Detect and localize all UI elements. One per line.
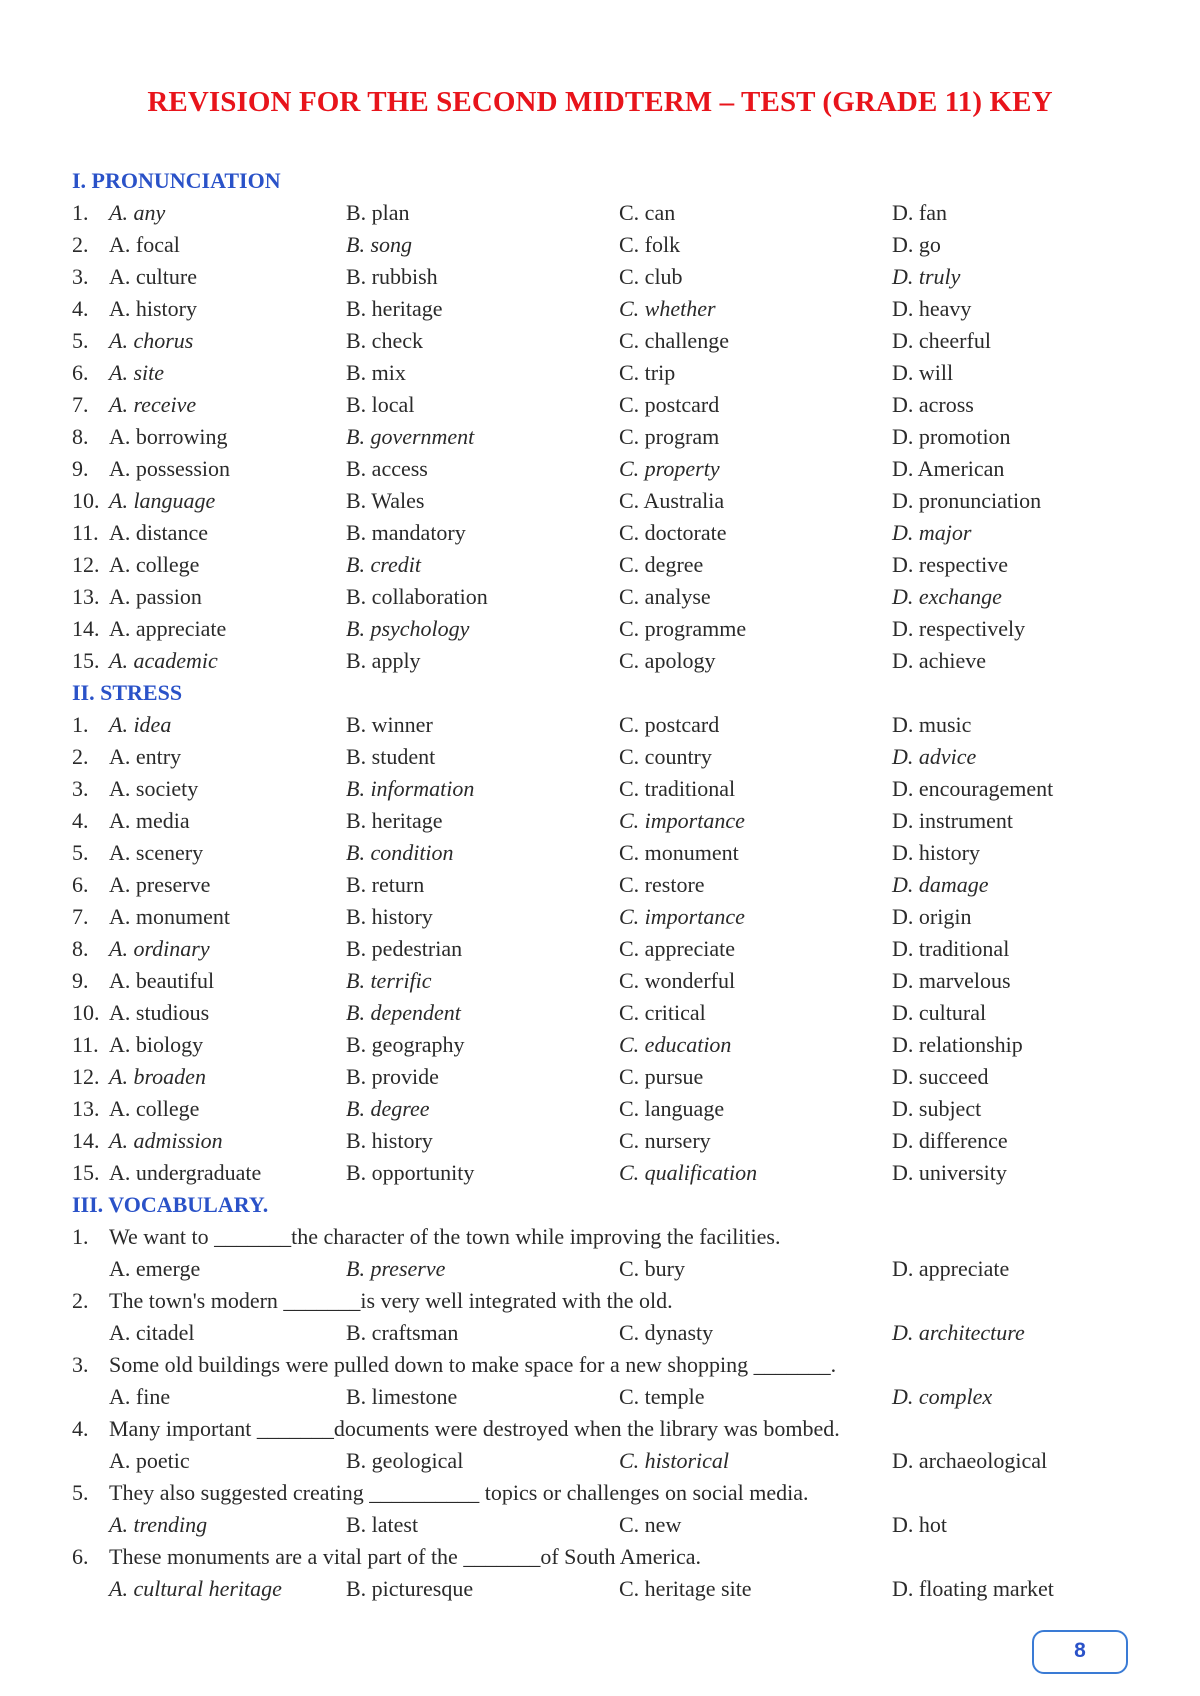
option-c: C. folk <box>619 232 681 257</box>
option-a: A. culture <box>109 264 197 289</box>
option-c: C. language <box>619 1096 725 1121</box>
option-d: D. succeed <box>892 1064 989 1089</box>
question-number: 15. <box>72 648 100 673</box>
question-row <box>72 1477 1132 1509</box>
option-d: D. relationship <box>892 1032 1023 1057</box>
question-row <box>72 965 1132 997</box>
option-d: D. university <box>892 1160 1007 1185</box>
option-c: C. wonderful <box>619 968 736 993</box>
question-number: 4. <box>72 296 89 321</box>
question-row <box>72 1125 1132 1157</box>
option-b: B. rubbish <box>346 264 438 289</box>
option-d: D. fan <box>892 200 947 225</box>
question-number: 7. <box>72 904 89 929</box>
answer-key-content <box>72 165 1132 1605</box>
option-c: C. Australia <box>619 488 725 513</box>
question-row <box>72 1061 1132 1093</box>
question-row <box>72 549 1132 581</box>
option-c: C. trip <box>619 360 676 385</box>
option-d: D. truly <box>892 264 961 289</box>
section-heading-pronunciation: I. PRONUNCIATION <box>72 168 281 193</box>
option-b: B. song <box>346 232 412 257</box>
question-row <box>72 645 1132 677</box>
option-a: A. appreciate <box>109 616 227 641</box>
option-a: A. beautiful <box>109 968 215 993</box>
option-d: D. history <box>892 840 980 865</box>
option-b: B. heritage <box>346 296 443 321</box>
options-row <box>72 1573 1132 1605</box>
option-a: A. studious <box>109 1000 210 1025</box>
section-heading-stress: II. STRESS <box>72 680 183 705</box>
option-b: B. mandatory <box>346 520 466 545</box>
option-a: A. trending <box>109 1512 208 1537</box>
question-number: 6. <box>72 872 89 897</box>
option-c: C. program <box>619 424 720 449</box>
option-d: D. respective <box>892 552 1009 577</box>
option-d: D. go <box>892 232 941 257</box>
option-a: A. possession <box>109 456 231 481</box>
option-d: D. cultural <box>892 1000 987 1025</box>
option-b: B. history <box>346 1128 433 1153</box>
question-row <box>72 805 1132 837</box>
option-b: B. credit <box>346 552 421 577</box>
question-number: 3. <box>72 1352 89 1377</box>
question-row <box>72 1349 1132 1381</box>
option-c: C. postcard <box>619 712 720 737</box>
options-row <box>72 1317 1132 1349</box>
option-b: B. psychology <box>346 616 470 641</box>
option-a: A. fine <box>109 1384 171 1409</box>
question-number: 11. <box>72 520 99 545</box>
option-b: B. history <box>346 904 433 929</box>
option-b: B. local <box>346 392 415 417</box>
question-number: 12. <box>72 552 100 577</box>
question-number: 6. <box>72 360 89 385</box>
option-d: D. instrument <box>892 808 1013 833</box>
question-text: We want to _______the character of the town while improving the facilities. <box>109 1224 781 1249</box>
option-d: D. heavy <box>892 296 972 321</box>
option-c: C. qualification <box>619 1160 758 1185</box>
option-a: A. poetic <box>109 1448 190 1473</box>
question-row <box>72 261 1132 293</box>
option-b: B. return <box>346 872 425 897</box>
option-b: B. Wales <box>346 488 425 513</box>
option-d: D. cheerful <box>892 328 991 353</box>
question-number: 3. <box>72 264 89 289</box>
option-d: D. difference <box>892 1128 1008 1153</box>
option-d: D. music <box>892 712 972 737</box>
option-d: D. respectively <box>892 616 1026 641</box>
option-b: B. collaboration <box>346 584 488 609</box>
option-a: A. borrowing <box>109 424 228 449</box>
question-number: 7. <box>72 392 89 417</box>
question-number: 5. <box>72 840 89 865</box>
option-b: B. degree <box>346 1096 430 1121</box>
option-a: A. focal <box>109 232 180 257</box>
option-c: C. programme <box>619 616 747 641</box>
question-row <box>72 485 1132 517</box>
option-a: A. receive <box>109 392 197 417</box>
option-b: B. geography <box>346 1032 465 1057</box>
option-c: C. degree <box>619 552 704 577</box>
option-c: C. importance <box>619 808 745 833</box>
question-row <box>72 1221 1132 1253</box>
option-a: A. academic <box>109 648 218 673</box>
option-d: D. traditional <box>892 936 1010 961</box>
option-a: A. preserve <box>109 872 211 897</box>
question-row <box>72 1541 1132 1573</box>
option-d: D. encouragement <box>892 776 1054 801</box>
option-a: A. entry <box>109 744 182 769</box>
question-number: 2. <box>72 744 89 769</box>
option-d: D. exchange <box>892 584 1002 609</box>
option-b: B. dependent <box>346 1000 461 1025</box>
question-number: 1. <box>72 712 89 737</box>
question-number: 1. <box>72 1224 89 1249</box>
option-a: A. broaden <box>109 1064 206 1089</box>
option-c: C. pursue <box>619 1064 704 1089</box>
option-d: D. advice <box>892 744 977 769</box>
option-c: C. historical <box>619 1448 730 1473</box>
question-number: 12. <box>72 1064 100 1089</box>
option-c: C. monument <box>619 840 739 865</box>
option-a: A. admission <box>109 1128 223 1153</box>
question-text: Many important _______documents were destroyed when the library was bombed. <box>109 1416 840 1441</box>
options-row <box>72 1381 1132 1413</box>
question-row <box>72 709 1132 741</box>
option-d: D. floating market <box>892 1576 1054 1601</box>
option-c: C. dynasty <box>619 1320 714 1345</box>
option-c: C. analyse <box>619 584 711 609</box>
option-b: B. check <box>346 328 423 353</box>
question-number: 14. <box>72 1128 100 1153</box>
option-a: A. society <box>109 776 199 801</box>
option-d: D. origin <box>892 904 972 929</box>
question-text: Some old buildings were pulled down to make space for a new shopping _______. <box>109 1352 837 1377</box>
question-number: 5. <box>72 1480 89 1505</box>
option-c: C. nursery <box>619 1128 711 1153</box>
question-number: 4. <box>72 808 89 833</box>
question-row <box>72 581 1132 613</box>
option-c: C. temple <box>619 1384 705 1409</box>
option-b: B. student <box>346 744 436 769</box>
option-b: B. information <box>346 776 475 801</box>
option-d: D. archaeological <box>892 1448 1048 1473</box>
question-number: 11. <box>72 1032 99 1057</box>
question-row <box>72 869 1132 901</box>
question-number: 4. <box>72 1416 89 1441</box>
question-number: 6. <box>72 1544 89 1569</box>
option-c: C. education <box>619 1032 732 1057</box>
option-a: A. emerge <box>109 1256 201 1281</box>
question-number: 5. <box>72 328 89 353</box>
question-number: 10. <box>72 488 100 513</box>
option-a: A. idea <box>109 712 172 737</box>
question-number: 9. <box>72 456 89 481</box>
option-b: B. mix <box>346 360 406 385</box>
option-b: B. condition <box>346 840 454 865</box>
option-c: C. heritage site <box>619 1576 752 1601</box>
question-row <box>72 453 1132 485</box>
option-b: B. terrific <box>346 968 432 993</box>
option-c: C. country <box>619 744 712 769</box>
option-b: B. winner <box>346 712 433 737</box>
option-b: B. access <box>346 456 428 481</box>
option-c: C. club <box>619 264 683 289</box>
question-row <box>72 837 1132 869</box>
option-b: B. geological <box>346 1448 464 1473</box>
option-c: C. can <box>619 200 676 225</box>
question-text: They also suggested creating __________ topics or challenges on social media. <box>109 1480 809 1505</box>
question-text: These monuments are a vital part of the _______of South America. <box>109 1544 702 1569</box>
question-row <box>72 613 1132 645</box>
option-d: D. hot <box>892 1512 947 1537</box>
option-a: A. site <box>109 360 164 385</box>
option-a: A. college <box>109 552 200 577</box>
question-row <box>72 293 1132 325</box>
question-row <box>72 1093 1132 1125</box>
option-b: B. opportunity <box>346 1160 475 1185</box>
option-d: D. marvelous <box>892 968 1011 993</box>
option-b: B. government <box>346 424 475 449</box>
question-number: 15. <box>72 1160 100 1185</box>
question-row <box>72 357 1132 389</box>
question-number: 10. <box>72 1000 100 1025</box>
option-c: C. postcard <box>619 392 720 417</box>
option-c: C. whether <box>619 296 716 321</box>
option-a: A. undergraduate <box>109 1160 262 1185</box>
pronunciation-list <box>72 197 1132 677</box>
option-a: A. ordinary <box>109 936 210 961</box>
question-text: The town's modern _______is very well integrated with the old. <box>109 1288 673 1313</box>
question-row <box>72 1285 1132 1317</box>
question-row <box>72 421 1132 453</box>
option-a: A. cultural heritage <box>109 1576 282 1601</box>
option-c: C. bury <box>619 1256 685 1281</box>
option-d: D. subject <box>892 1096 982 1121</box>
option-a: A. media <box>109 808 190 833</box>
option-d: D. appreciate <box>892 1256 1010 1281</box>
option-d: D. American <box>892 456 1005 481</box>
option-d: D. architecture <box>892 1320 1025 1345</box>
option-a: A. passion <box>109 584 202 609</box>
option-a: A. history <box>109 296 197 321</box>
options-row <box>72 1509 1132 1541</box>
question-row <box>72 325 1132 357</box>
option-b: B. picturesque <box>346 1576 474 1601</box>
question-number: 3. <box>72 776 89 801</box>
question-number: 9. <box>72 968 89 993</box>
question-row <box>72 229 1132 261</box>
option-a: A. citadel <box>109 1320 195 1345</box>
option-c: C. property <box>619 456 720 481</box>
question-row <box>72 1029 1132 1061</box>
option-a: A. monument <box>109 904 230 929</box>
question-row <box>72 997 1132 1029</box>
question-number: 2. <box>72 1288 89 1313</box>
option-b: B. provide <box>346 1064 439 1089</box>
question-row <box>72 1157 1132 1189</box>
option-d: D. promotion <box>892 424 1011 449</box>
vocabulary-list <box>72 1221 1132 1605</box>
option-b: B. heritage <box>346 808 443 833</box>
question-row <box>72 197 1132 229</box>
option-c: C. new <box>619 1512 682 1537</box>
option-c: C. importance <box>619 904 745 929</box>
option-a: A. distance <box>109 520 208 545</box>
option-d: D. major <box>892 520 972 545</box>
question-number: 14. <box>72 616 100 641</box>
question-row <box>72 389 1132 421</box>
option-c: C. apology <box>619 648 716 673</box>
option-b: B. latest <box>346 1512 419 1537</box>
options-row <box>72 1445 1132 1477</box>
section-heading-vocabulary: III. VOCABULARY. <box>72 1192 269 1217</box>
option-b: B. craftsman <box>346 1320 459 1345</box>
question-row <box>72 773 1132 805</box>
option-d: D. damage <box>892 872 989 897</box>
option-b: B. limestone <box>346 1384 458 1409</box>
question-number: 8. <box>72 424 89 449</box>
option-d: D. across <box>892 392 974 417</box>
option-c: C. restore <box>619 872 705 897</box>
option-c: C. critical <box>619 1000 706 1025</box>
option-d: D. achieve <box>892 648 987 673</box>
question-number: 1. <box>72 200 89 225</box>
question-number: 8. <box>72 936 89 961</box>
question-row <box>72 741 1132 773</box>
page-title: REVISION FOR THE SECOND MIDTERM – TEST (GRADE 11) KEY <box>147 86 1053 118</box>
page-number-badge: 8 <box>1032 1630 1128 1674</box>
option-d: D. complex <box>892 1384 993 1409</box>
option-a: A. chorus <box>109 328 194 353</box>
question-row <box>72 517 1132 549</box>
question-row <box>72 933 1132 965</box>
option-b: B. preserve <box>346 1256 446 1281</box>
option-c: C. doctorate <box>619 520 727 545</box>
option-a: A. biology <box>109 1032 204 1057</box>
question-number: 13. <box>72 584 100 609</box>
option-b: B. apply <box>346 648 421 673</box>
question-number: 2. <box>72 232 89 257</box>
option-d: D. will <box>892 360 954 385</box>
option-a: A. language <box>109 488 216 513</box>
option-c: C. appreciate <box>619 936 736 961</box>
question-row <box>72 901 1132 933</box>
option-c: C. traditional <box>619 776 736 801</box>
option-a: A. scenery <box>109 840 204 865</box>
option-c: C. challenge <box>619 328 729 353</box>
option-a: A. any <box>109 200 166 225</box>
option-b: B. pedestrian <box>346 936 463 961</box>
option-d: D. pronunciation <box>892 488 1042 513</box>
option-b: B. plan <box>346 200 410 225</box>
stress-list <box>72 709 1132 1189</box>
question-number: 13. <box>72 1096 100 1121</box>
question-row <box>72 1413 1132 1445</box>
options-row <box>72 1253 1132 1285</box>
option-a: A. college <box>109 1096 200 1121</box>
